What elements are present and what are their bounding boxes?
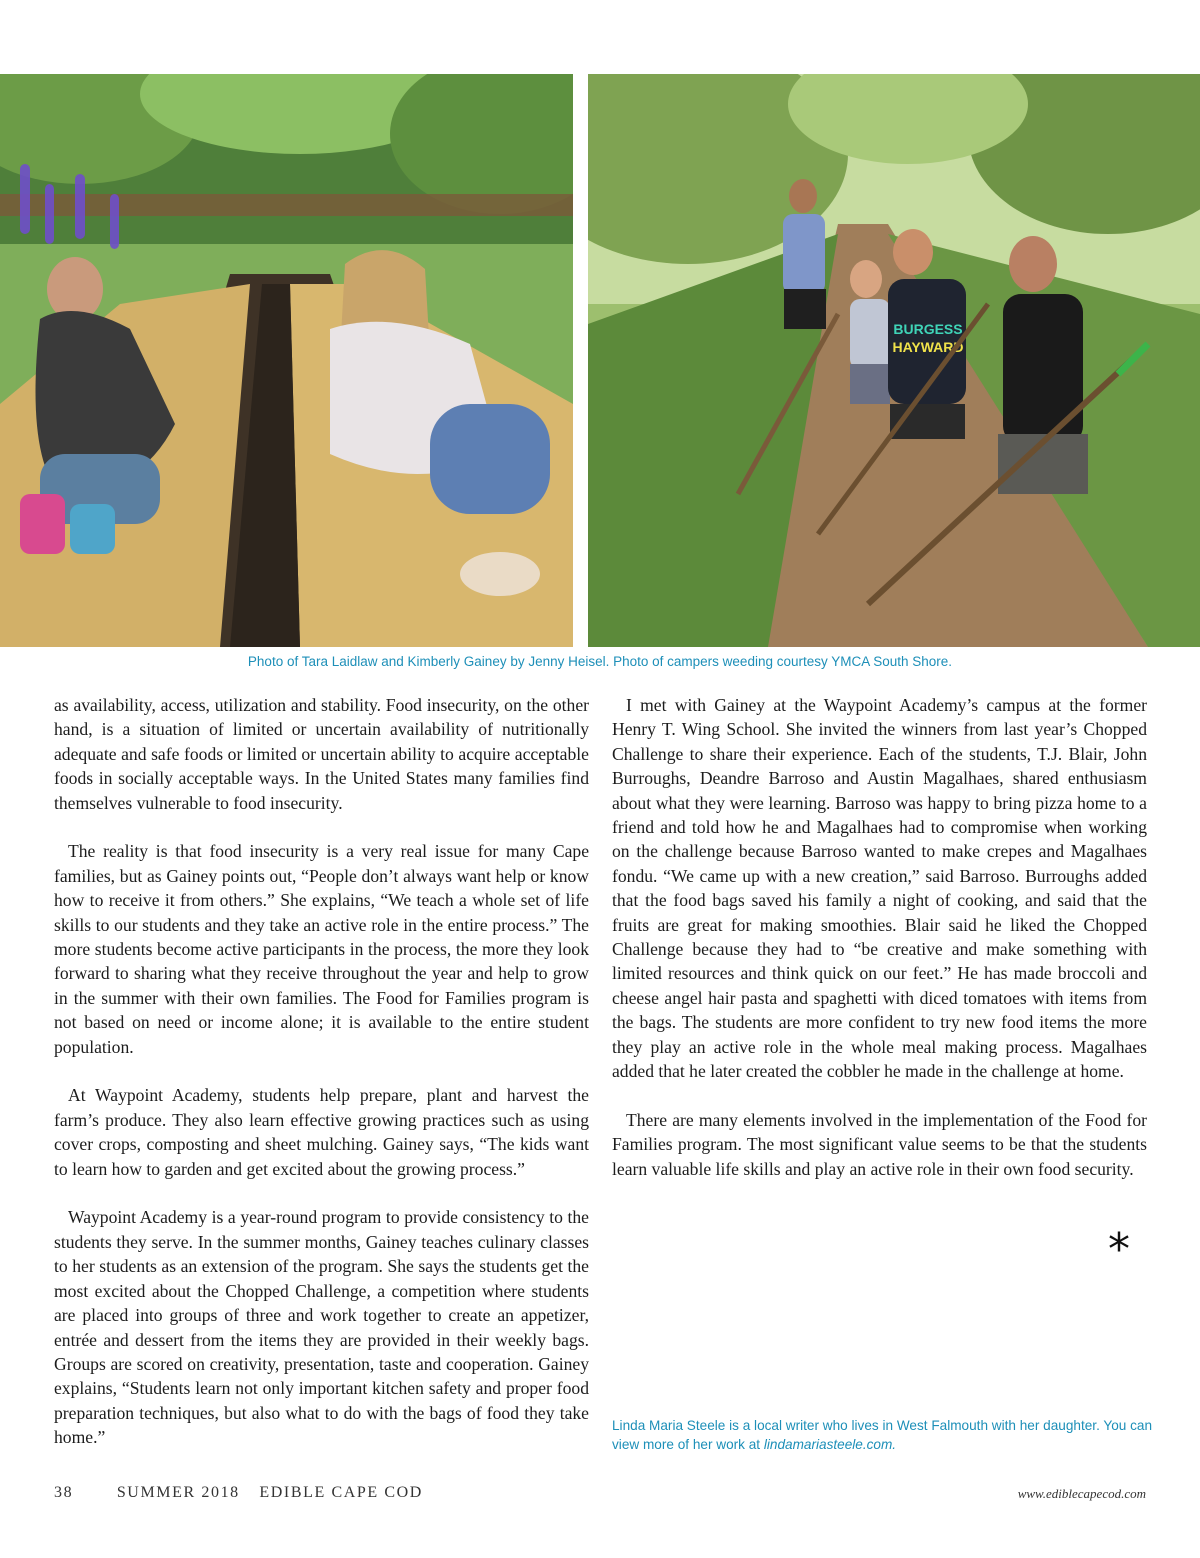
paragraph: There are many elements involved in the implementation of the Food for Families program. The most significant value seems to be that the students learn valuable life skills and play an active role in their own food security. xyxy=(612,1109,1147,1179)
article-column-left xyxy=(54,693,589,1474)
paragraph: At Waypoint Academy, students help prepare, plant and harvest the farm’s produce. They also learn effective growing practices such as using cover crops, composting and sheet mulching. Gainey says, “The kids want to learn how to garden and get excited about the growing process.” xyxy=(54,1085,589,1179)
paragraph: I met with Gainey at the Waypoint Academy’s campus at the former Henry T. Wing School. She invited the winners from last year’s Chopped Challenge to share their experience. Each of the students, T.J. Blair, John Burroughs, Deandre Barroso and Austin Magalhaes, shared enthusiasm about what they were learning. Barroso was happy to bring pizza home to a friend and told how he and Magalhaes had to compromise when working on the challenge because Barroso wanted to make crepes and Magalhaes fondu. “We came up with a new creation,” said Barroso. Burroughs added that the food bags saved his family a night of cooking, and said that the fruits are great for making smoothies. Blair said he liked the Chopped Challenge because they had to “be creative and make something with limited resources and think quick on our feet.” He has made broccoli and cheese angel hair pasta and spaghetti with diced tomatoes with items from the bags. The students are more confident to try new food items the more they play an active role in the whole meal making process. Magalhaes added that he later created the cobbler he made in the challenge at home. xyxy=(612,695,1147,1082)
author-bio-text: Linda Maria Steele is a local writer who lives in West Falmouth with her daughter. You can view more of her work at xyxy=(612,1418,1153,1452)
paragraph: as availability, access, utilization and stability. Food insecurity, on the other hand, is a situation of limited or uncertain availability of nutritionally adequate and safe foods or limited or uncertain ability to acquire acceptable foods in socially acceptable ways. In the United States many families find themselves vulnerable to food insecurity. xyxy=(54,695,589,813)
photo-campers-weeding xyxy=(588,74,1200,647)
photo-caption: Photo of Tara Laidlaw and Kimberly Gainey by Jenny Heisel. Photo of campers weeding courtesy YMCA South Shore. xyxy=(247,654,953,669)
page-number: 38 xyxy=(54,1484,74,1501)
paragraph: Waypoint Academy is a year-round program to provide consistency to the students they serve. In the summer months, Gainey teaches culinary classes to her students as an extension of the program. She says the students get the most excited about the Chopped Challenge, a competition where students are placed into groups of three and work together to create an appetizer, entrée and dessert from the items they are provided in their weekly bags. Groups are scored on creativity, presentation, taste and cooperation. Gainey explains, “Students learn not only important kitchen safety and proper food preparation techniques, but also what to do with the bags of food they take home.” xyxy=(54,1207,589,1448)
shirt-text-line1: BURGESS xyxy=(893,321,963,337)
end-of-article-mark: * xyxy=(1108,1224,1130,1275)
shirt-text-line2: HAYWARD xyxy=(892,339,964,355)
photo-gardeners xyxy=(0,74,573,647)
publication-name: EDIBLE CAPE COD xyxy=(259,1484,423,1501)
issue-label: SUMMER 2018 xyxy=(116,1484,240,1501)
footer-left xyxy=(54,1484,461,1502)
author-website-link[interactable]: lindamariasteele.com. xyxy=(763,1437,897,1452)
article-column-right xyxy=(612,693,1147,1206)
footer-website[interactable]: www.ediblecapecod.com xyxy=(1017,1486,1146,1501)
author-bio xyxy=(612,1416,1152,1454)
paragraph: The reality is that food insecurity is a very real issue for many Cape families, but as Gainey points out, “People don’t always want help or know how to receive it from others.” She explains, “We teach a whole set of life skills to our students and they take an active role in the entire process.” The more students become active participants in the process, the more they look forward to sharing what they receive throughout the year and help to grow in the summer with their own families. The Food for Families program is not based on need or income alone; it is available to the entire student population. xyxy=(54,841,589,1057)
